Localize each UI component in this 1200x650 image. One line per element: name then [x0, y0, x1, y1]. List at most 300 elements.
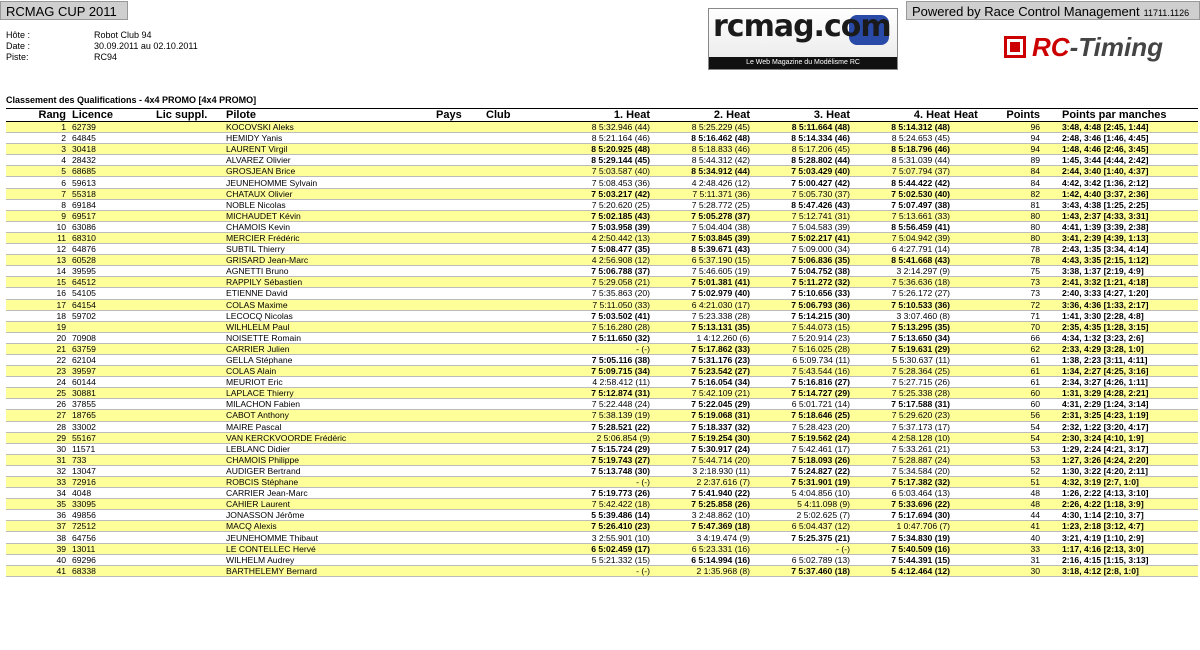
- cell-heat-3: 7 5:04.752 (38): [750, 266, 850, 277]
- cell-pilote: SUBTIL Thierry: [226, 244, 436, 255]
- cell-club: [486, 122, 546, 133]
- rcmag-logo: [708, 8, 898, 70]
- cell-heat-2: 7 5:44.714 (20): [650, 454, 750, 465]
- cell-points-par-manches: 4:41, 1:39 [3:39, 2:38]: [1040, 221, 1198, 232]
- cell-points-par-manches: 1:42, 4:40 [3:37, 2:36]: [1040, 188, 1198, 199]
- cell-points-par-manches: 3:21, 4:19 [1:10, 2:9]: [1040, 532, 1198, 543]
- cell-pilote: LECOCQ Nicolas: [226, 310, 436, 321]
- cell-points-par-manches: 4:34, 1:32 [3:23, 2:6]: [1040, 332, 1198, 343]
- table-row: [6, 488, 1198, 499]
- cell-heat-4: 4 2:58.128 (10): [850, 432, 950, 443]
- cell-heat-3: 7 5:19.562 (24): [750, 432, 850, 443]
- cell-club: [486, 510, 546, 521]
- cell-club: [486, 133, 546, 144]
- cell-pays: [436, 332, 486, 343]
- cell-lic-suppl: [156, 244, 226, 255]
- cell-heat-1: 7 5:22.448 (24): [546, 399, 650, 410]
- table-row: [6, 221, 1198, 232]
- cell-heat-3: 7 5:31.901 (19): [750, 477, 850, 488]
- cell-heat: [950, 122, 990, 133]
- cell-licence: 69184: [66, 199, 156, 210]
- cell-heat-4: 7 5:29.620 (23): [850, 410, 950, 421]
- cell-heat-4: 8 5:41.668 (43): [850, 255, 950, 266]
- cell-heat-3: 7 5:12.741 (31): [750, 210, 850, 221]
- cell-club: [486, 354, 546, 365]
- cell-lic-suppl: [156, 277, 226, 288]
- cell-heat-1: 7 5:19.743 (27): [546, 454, 650, 465]
- cell-heat-1: 7 5:12.874 (31): [546, 388, 650, 399]
- cell-licence: 69517: [66, 210, 156, 221]
- table-row: [6, 343, 1198, 354]
- meta-value: Robot Club 94: [94, 30, 152, 40]
- cell-heat-3: 5 4:11.098 (9): [750, 499, 850, 510]
- cell-rang: 9: [6, 210, 66, 221]
- cell-heat-4: 7 5:17.694 (30): [850, 510, 950, 521]
- cell-points-par-manches: 2:40, 3:33 [4:27, 1:20]: [1040, 288, 1198, 299]
- table-row: [6, 166, 1198, 177]
- cell-heat-1: - (-): [546, 565, 650, 576]
- cell-club: [486, 388, 546, 399]
- cell-licence: 55167: [66, 432, 156, 443]
- cell-heat-4: 7 5:27.715 (26): [850, 377, 950, 388]
- cell-heat-2: 7 5:30.917 (24): [650, 443, 750, 454]
- cell-heat-1: 7 5:08.453 (36): [546, 177, 650, 188]
- col-heat-2[interactable]: 2. Heat: [650, 109, 750, 122]
- cell-heat-4: 7 5:26.172 (27): [850, 288, 950, 299]
- cell-lic-suppl: [156, 377, 226, 388]
- cell-heat: [950, 321, 990, 332]
- table-row: [6, 410, 1198, 421]
- cell-heat-3: 6 5:09.734 (11): [750, 354, 850, 365]
- cell-club: [486, 177, 546, 188]
- cell-points: 82: [990, 188, 1040, 199]
- cell-heat: [950, 499, 990, 510]
- cell-heat-3: 8 5:11.664 (48): [750, 122, 850, 133]
- cell-club: [486, 377, 546, 388]
- cell-points: 66: [990, 332, 1040, 343]
- table-header-row: [6, 109, 1198, 122]
- cell-heat-1: 6 5:02.459 (17): [546, 543, 650, 554]
- cell-pilote: CABOT Anthony: [226, 410, 436, 421]
- cell-lic-suppl: [156, 288, 226, 299]
- cell-heat-3: 7 5:04.583 (39): [750, 221, 850, 232]
- cell-pilote: WILHELM Audrey: [226, 554, 436, 565]
- cell-heat-4: 7 5:37.173 (17): [850, 421, 950, 432]
- cell-heat-4: 8 5:44.422 (42): [850, 177, 950, 188]
- cell-club: [486, 565, 546, 576]
- cell-pilote: CAHIER Laurent: [226, 499, 436, 510]
- cell-rang: 30: [6, 443, 66, 454]
- cell-points-par-manches: 2:34, 3:27 [4:26, 1:11]: [1040, 377, 1198, 388]
- cell-heat-4: 8 5:14.312 (48): [850, 122, 950, 133]
- cell-heat-2: 6 5:14.994 (16): [650, 554, 750, 565]
- cell-club: [486, 521, 546, 532]
- cell-rang: 23: [6, 366, 66, 377]
- cell-rang: 6: [6, 177, 66, 188]
- cell-points: 78: [990, 255, 1040, 266]
- table-row: [6, 377, 1198, 388]
- cell-heat-4: 8 5:18.796 (46): [850, 144, 950, 155]
- cell-heat-3: 7 5:09.000 (34): [750, 244, 850, 255]
- cell-points: 96: [990, 122, 1040, 133]
- cell-pilote: CHAMOIS Philippe: [226, 454, 436, 465]
- cell-pilote: MICHAUDET Kévin: [226, 210, 436, 221]
- cell-points: 53: [990, 454, 1040, 465]
- cell-heat-1: 4 2:56.908 (12): [546, 255, 650, 266]
- cell-heat-1: 5 5:39.486 (14): [546, 510, 650, 521]
- cell-club: [486, 399, 546, 410]
- cell-heat-1: 7 5:02.185 (43): [546, 210, 650, 221]
- cell-points-par-manches: 1:41, 3:30 [2:28, 4:8]: [1040, 310, 1198, 321]
- cell-points-par-manches: 2:32, 1:22 [3:20, 4:17]: [1040, 421, 1198, 432]
- table-row: [6, 277, 1198, 288]
- cell-lic-suppl: [156, 510, 226, 521]
- cell-points-par-manches: 3:41, 2:39 [4:39, 1:13]: [1040, 232, 1198, 243]
- cell-licence: 37855: [66, 399, 156, 410]
- cell-licence: 60144: [66, 377, 156, 388]
- cell-points: 89: [990, 155, 1040, 166]
- col-rang[interactable]: Rang: [6, 109, 66, 122]
- cell-heat-1: 7 5:13.748 (30): [546, 465, 650, 476]
- cell-rang: 10: [6, 221, 66, 232]
- cell-heat-2: 7 5:46.605 (19): [650, 266, 750, 277]
- rc-timing-mark-icon: [1004, 36, 1026, 58]
- col-heat[interactable]: Heat: [950, 109, 990, 122]
- cell-points-par-manches: 4:32, 3:19 [2:7, 1:0]: [1040, 477, 1198, 488]
- cell-pilote: HEMIDY Yanis: [226, 133, 436, 144]
- cell-licence: [66, 321, 156, 332]
- col-lic-suppl[interactable]: Lic suppl.: [156, 109, 226, 122]
- cell-pays: [436, 499, 486, 510]
- cell-lic-suppl: [156, 199, 226, 210]
- cell-rang: 4: [6, 155, 66, 166]
- cell-heat-1: 7 5:09.715 (34): [546, 366, 650, 377]
- cell-heat-2: 7 5:05.278 (37): [650, 210, 750, 221]
- cell-licence: 49856: [66, 510, 156, 521]
- cell-heat-4: 7 5:17.382 (32): [850, 477, 950, 488]
- cell-club: [486, 332, 546, 343]
- cell-points-par-manches: 3:48, 4:48 [2:45, 1:44]: [1040, 122, 1198, 133]
- cell-heat: [950, 199, 990, 210]
- cell-pays: [436, 454, 486, 465]
- cell-lic-suppl: [156, 255, 226, 266]
- table-row: [6, 554, 1198, 565]
- cell-heat-3: 8 5:14.334 (46): [750, 133, 850, 144]
- cell-points-par-manches: 2:30, 3:24 [4:10, 1:9]: [1040, 432, 1198, 443]
- cell-pays: [436, 554, 486, 565]
- cell-heat: [950, 255, 990, 266]
- cell-lic-suppl: [156, 310, 226, 321]
- cell-points-par-manches: 4:31, 2:29 [1:24, 3:14]: [1040, 399, 1198, 410]
- cell-points: 56: [990, 410, 1040, 421]
- cell-lic-suppl: [156, 221, 226, 232]
- cell-club: [486, 432, 546, 443]
- cell-heat-2: 7 5:19.068 (31): [650, 410, 750, 421]
- cell-points: 71: [990, 310, 1040, 321]
- cell-points-par-manches: 2:48, 3:46 [1:46, 4:45]: [1040, 133, 1198, 144]
- cell-heat: [950, 465, 990, 476]
- table-row: [6, 454, 1198, 465]
- meta-track: [6, 52, 198, 63]
- powered-by-text: Powered by Race Control Management: [912, 4, 1140, 19]
- cell-heat-2: 7 5:31.176 (23): [650, 354, 750, 365]
- cell-heat: [950, 266, 990, 277]
- cell-heat: [950, 366, 990, 377]
- cell-pays: [436, 477, 486, 488]
- cell-heat-3: 7 5:11.272 (32): [750, 277, 850, 288]
- cell-points: 80: [990, 232, 1040, 243]
- cell-club: [486, 166, 546, 177]
- cell-heat-3: 7 5:24.827 (22): [750, 465, 850, 476]
- cell-rang: 35: [6, 499, 66, 510]
- cell-heat-4: 7 5:25.338 (28): [850, 388, 950, 399]
- table-row: [6, 532, 1198, 543]
- cell-club: [486, 488, 546, 499]
- cell-points-par-manches: 1:30, 3:22 [4:20, 2:11]: [1040, 465, 1198, 476]
- cell-rang: 12: [6, 244, 66, 255]
- cell-heat-3: 7 5:28.423 (20): [750, 421, 850, 432]
- table-row: [6, 510, 1198, 521]
- cell-pilote: AUDIGER Bertrand: [226, 465, 436, 476]
- cell-points-par-manches: 2:44, 3:40 [1:40, 4:37]: [1040, 166, 1198, 177]
- cell-club: [486, 232, 546, 243]
- cell-heat-2: 8 5:34.912 (44): [650, 166, 750, 177]
- cell-club: [486, 188, 546, 199]
- table-row: [6, 133, 1198, 144]
- cell-pilote: GROSJEAN Brice: [226, 166, 436, 177]
- cell-club: [486, 277, 546, 288]
- col-heat-1[interactable]: 1. Heat: [546, 109, 650, 122]
- cell-heat-4: 7 5:19.631 (29): [850, 343, 950, 354]
- cell-rang: 40: [6, 554, 66, 565]
- cell-rang: 8: [6, 199, 66, 210]
- cell-lic-suppl: [156, 299, 226, 310]
- cell-club: [486, 199, 546, 210]
- cell-heat-4: 8 5:24.653 (45): [850, 133, 950, 144]
- cell-licence: 63759: [66, 343, 156, 354]
- cell-points-par-manches: 1:48, 4:46 [2:46, 3:45]: [1040, 144, 1198, 155]
- table-row: [6, 354, 1198, 365]
- cell-pays: [436, 343, 486, 354]
- cell-heat-1: 7 5:11.050 (33): [546, 299, 650, 310]
- cell-heat-1: 7 5:05.116 (38): [546, 354, 650, 365]
- cell-lic-suppl: [156, 521, 226, 532]
- cell-heat: [950, 232, 990, 243]
- cell-heat-4: 7 5:44.391 (15): [850, 554, 950, 565]
- cell-lic-suppl: [156, 354, 226, 365]
- col-club[interactable]: Club: [486, 109, 546, 122]
- cell-rang: 27: [6, 410, 66, 421]
- cell-pays: [436, 166, 486, 177]
- cell-heat-1: 5 5:21.332 (15): [546, 554, 650, 565]
- cell-points: 54: [990, 421, 1040, 432]
- cell-heat-1: 7 5:26.410 (23): [546, 521, 650, 532]
- meta-label: Date :: [6, 41, 31, 51]
- cell-pays: [436, 155, 486, 166]
- table-row: [6, 266, 1198, 277]
- cell-points-par-manches: 1:43, 2:37 [4:33, 3:31]: [1040, 210, 1198, 221]
- cell-heat: [950, 244, 990, 255]
- cell-rang: 34: [6, 488, 66, 499]
- cell-heat-2: 8 5:44.312 (42): [650, 155, 750, 166]
- cell-pilote: MILACHON Fabien: [226, 399, 436, 410]
- cell-pays: [436, 210, 486, 221]
- cell-heat: [950, 155, 990, 166]
- cell-points: 44: [990, 510, 1040, 521]
- table-row: [6, 477, 1198, 488]
- col-points[interactable]: Points: [990, 109, 1040, 122]
- cell-points: 84: [990, 166, 1040, 177]
- cell-heat-3: 7 5:14.727 (29): [750, 388, 850, 399]
- cell-heat: [950, 288, 990, 299]
- cell-club: [486, 454, 546, 465]
- cell-points: 80: [990, 221, 1040, 232]
- cell-club: [486, 465, 546, 476]
- cell-pays: [436, 310, 486, 321]
- cell-heat-1: 8 5:29.144 (45): [546, 155, 650, 166]
- cell-licence: 18765: [66, 410, 156, 421]
- cell-lic-suppl: [156, 388, 226, 399]
- cell-pilote: COLAS Maxime: [226, 299, 436, 310]
- cell-points: 75: [990, 266, 1040, 277]
- cell-heat-3: 5 4:04.856 (10): [750, 488, 850, 499]
- cell-pays: [436, 244, 486, 255]
- cell-pilote: JEUNEHOMME Sylvain: [226, 177, 436, 188]
- cell-rang: 26: [6, 399, 66, 410]
- cell-points: 51: [990, 477, 1040, 488]
- cell-heat-3: 7 5:06.793 (36): [750, 299, 850, 310]
- cell-licence: 733: [66, 454, 156, 465]
- cell-licence: 64845: [66, 133, 156, 144]
- cell-heat-3: 8 5:28.802 (44): [750, 155, 850, 166]
- cell-heat-4: 7 5:28.364 (25): [850, 366, 950, 377]
- cell-heat-3: 7 5:16.025 (28): [750, 343, 850, 354]
- cell-points: 84: [990, 177, 1040, 188]
- cell-licence: 55318: [66, 188, 156, 199]
- cell-pilote: MAIRE Pascal: [226, 421, 436, 432]
- cell-points: 94: [990, 144, 1040, 155]
- table-row: [6, 421, 1198, 432]
- cell-rang: 16: [6, 288, 66, 299]
- cell-heat-4: 7 5:34.584 (20): [850, 465, 950, 476]
- cell-points: 41: [990, 521, 1040, 532]
- cell-heat: [950, 565, 990, 576]
- col-pilote[interactable]: Pilote: [226, 109, 436, 122]
- meta-host: [6, 30, 198, 41]
- cell-heat-2: 7 5:19.254 (30): [650, 432, 750, 443]
- cell-heat-3: 2 5:02.625 (7): [750, 510, 850, 521]
- rc-timing-logo: [1004, 32, 1194, 68]
- cell-pays: [436, 255, 486, 266]
- cell-club: [486, 499, 546, 510]
- cell-points: 81: [990, 199, 1040, 210]
- cell-heat-4: 1 0:47.706 (7): [850, 521, 950, 532]
- col-points-par-manches[interactable]: Points par manches: [1040, 109, 1198, 122]
- col-heat-4[interactable]: 4. Heat: [850, 109, 950, 122]
- cell-heat-1: 7 5:03.217 (42): [546, 188, 650, 199]
- cell-pays: [436, 221, 486, 232]
- cell-heat-4: 7 5:13.295 (35): [850, 321, 950, 332]
- cell-lic-suppl: [156, 565, 226, 576]
- cell-club: [486, 299, 546, 310]
- cell-pilote: VAN KERCKVOORDE Frédéric: [226, 432, 436, 443]
- cell-heat-2: 2 2:37.616 (7): [650, 477, 750, 488]
- cell-heat-2: 7 5:01.381 (41): [650, 277, 750, 288]
- cell-heat-1: 4 2:58.412 (11): [546, 377, 650, 388]
- cell-pays: [436, 543, 486, 554]
- cell-licence: 64876: [66, 244, 156, 255]
- cell-heat-1: 7 5:08.477 (35): [546, 244, 650, 255]
- cell-pilote: RAPPILY Sébastien: [226, 277, 436, 288]
- cell-pilote: BARTHELEMY Bernard: [226, 565, 436, 576]
- cell-lic-suppl: [156, 266, 226, 277]
- cell-lic-suppl: [156, 177, 226, 188]
- cell-club: [486, 221, 546, 232]
- col-pays[interactable]: Pays: [436, 109, 486, 122]
- cell-licence: 64512: [66, 277, 156, 288]
- cell-heat-2: 7 5:23.338 (28): [650, 310, 750, 321]
- cell-club: [486, 266, 546, 277]
- table-row: [6, 543, 1198, 554]
- cell-heat: [950, 354, 990, 365]
- cell-points-par-manches: 3:18, 4:12 [2:8, 1:0]: [1040, 565, 1198, 576]
- cell-rang: 18: [6, 310, 66, 321]
- cell-licence: 68310: [66, 232, 156, 243]
- cell-points-par-manches: 1:38, 2:23 [3:11, 4:11]: [1040, 354, 1198, 365]
- cell-rang: 38: [6, 532, 66, 543]
- cell-pilote: AGNETTI Bruno: [226, 266, 436, 277]
- cell-rang: 22: [6, 354, 66, 365]
- classement-title: Classement des Qualifications - 4x4 PROMO [4x4 PROMO]: [6, 95, 257, 105]
- cell-points: 61: [990, 354, 1040, 365]
- version-number: 11711.1126: [1143, 8, 1190, 18]
- cell-heat: [950, 477, 990, 488]
- table-row: [6, 499, 1198, 510]
- cell-heat-2: 7 5:16.054 (34): [650, 377, 750, 388]
- cell-points-par-manches: 2:26, 4:22 [1:18, 3:9]: [1040, 499, 1198, 510]
- cell-heat-4: 7 5:33.696 (22): [850, 499, 950, 510]
- cell-heat-2: 6 5:37.190 (15): [650, 255, 750, 266]
- cell-rang: 31: [6, 454, 66, 465]
- cell-pays: [436, 354, 486, 365]
- cell-pilote: LAURENT Virgil: [226, 144, 436, 155]
- cell-heat-1: 8 5:32.946 (44): [546, 122, 650, 133]
- cell-lic-suppl: [156, 443, 226, 454]
- cell-pays: [436, 510, 486, 521]
- cell-heat-2: 7 5:03.845 (39): [650, 232, 750, 243]
- table-row: [6, 388, 1198, 399]
- cell-pays: [436, 277, 486, 288]
- cell-lic-suppl: [156, 166, 226, 177]
- cell-points-par-manches: 1:45, 3:44 [4:44, 2:42]: [1040, 155, 1198, 166]
- cell-points: 80: [990, 210, 1040, 221]
- cell-heat-4: 7 5:07.794 (37): [850, 166, 950, 177]
- results-table: [6, 108, 1198, 577]
- cell-heat-3: 6 5:01.721 (14): [750, 399, 850, 410]
- cell-points-par-manches: 2:43, 1:35 [3:34, 4:14]: [1040, 244, 1198, 255]
- cell-pilote: GELLA Stéphane: [226, 354, 436, 365]
- col-heat-3[interactable]: 3. Heat: [750, 109, 850, 122]
- cell-heat: [950, 299, 990, 310]
- cell-lic-suppl: [156, 532, 226, 543]
- cell-licence: 30418: [66, 144, 156, 155]
- col-licence[interactable]: Licence: [66, 109, 156, 122]
- cell-pays: [436, 188, 486, 199]
- cell-pilote: NOBLE Nicolas: [226, 199, 436, 210]
- cell-pilote: ALVAREZ Olivier: [226, 155, 436, 166]
- cell-heat-2: 7 5:18.337 (32): [650, 421, 750, 432]
- cell-heat: [950, 454, 990, 465]
